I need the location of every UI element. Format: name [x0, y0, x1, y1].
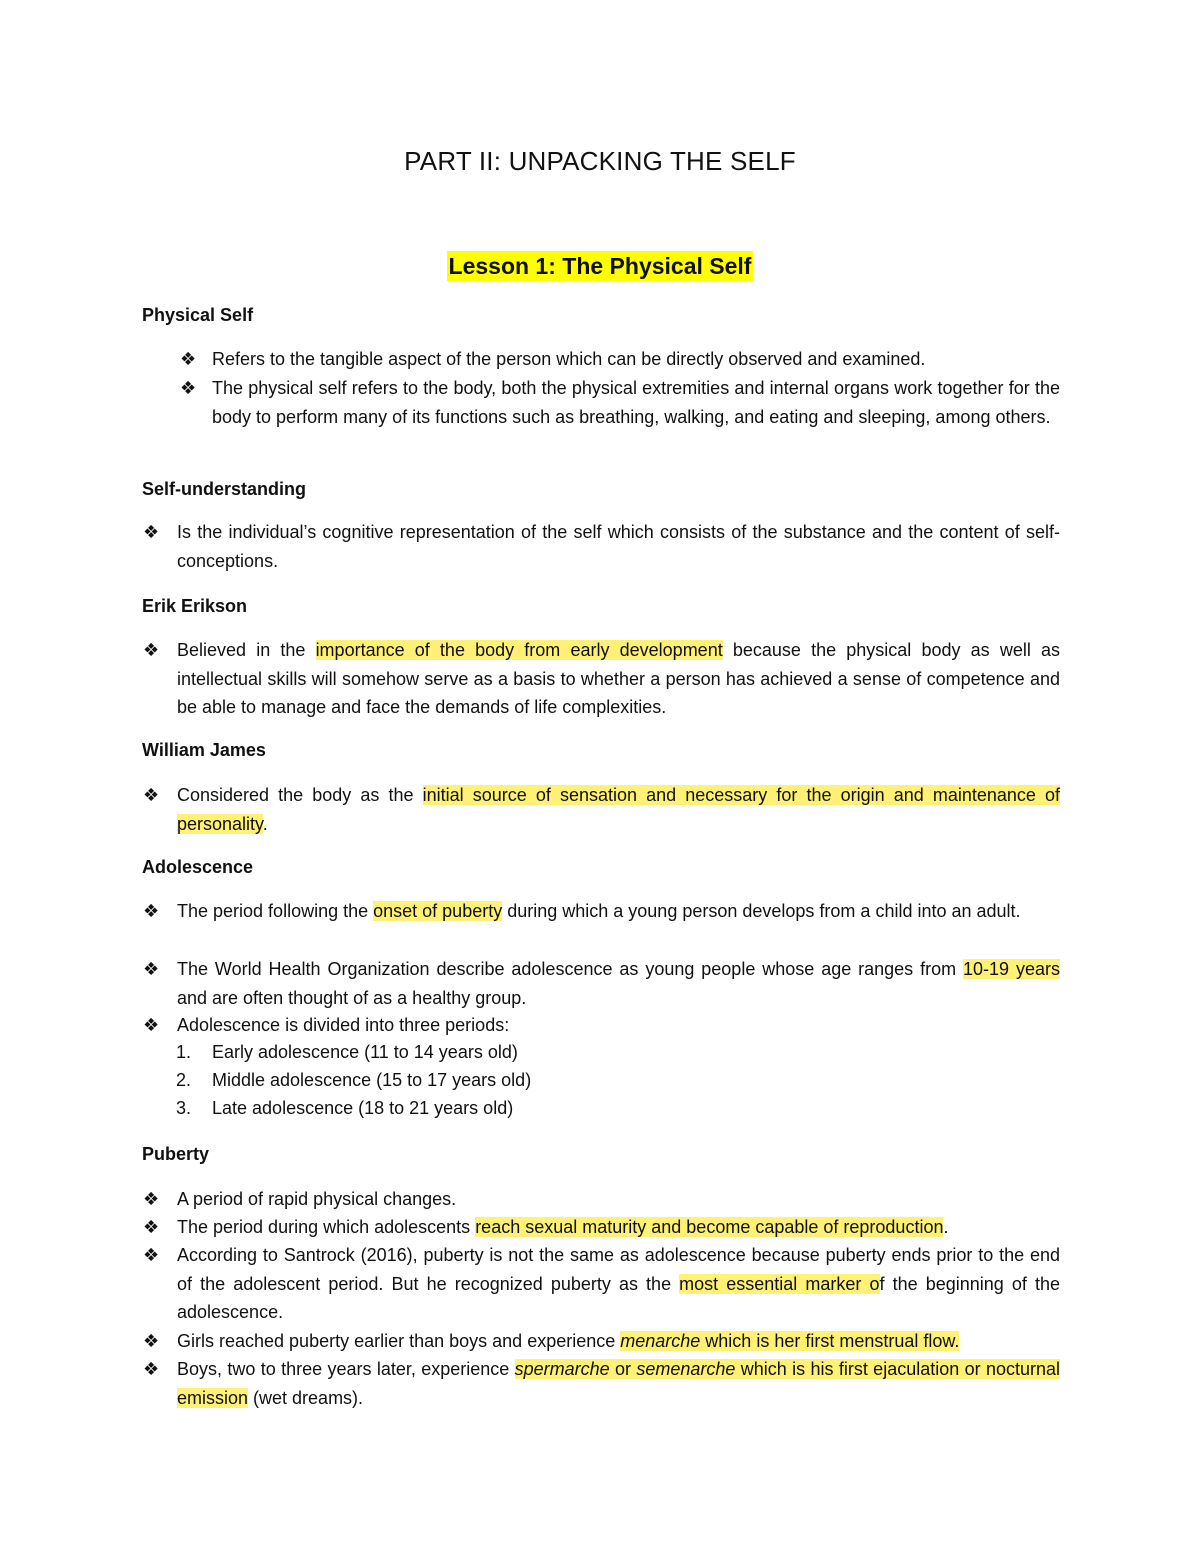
highlighted-text: onset of puberty: [373, 901, 503, 921]
period-item: Middle adolescence (15 to 17 years old): [212, 1070, 532, 1090]
bullet-icon: ❖: [143, 640, 160, 660]
highlighted-text: reach sexual maturity and become capable of reproduction: [475, 1217, 944, 1237]
list-item: Believed in the importance of the body from early development because the physical body as well as intellectual skills will somehow serve as a basis to whether a person has achieved a sense of competence and be able to manage and face the demands of life complexities.: [177, 640, 1060, 717]
bullet-icon: ❖: [143, 522, 160, 542]
section-heading-self-understanding: Self-understanding: [142, 479, 307, 499]
list-item: The World Health Organization describe adolescence as young people whose age ranges from 10-19 years and are often thought of as a healthy group.: [177, 959, 1060, 1008]
list-item: The period during which adolescents reach sexual maturity and become capable of reproduction.: [177, 1217, 949, 1237]
highlighted-text: initial source of sensation and necessary for the origin and maintenance of personality: [177, 785, 1061, 834]
highlighted-text: spermarche or semenarche which is his first ejaculation or nocturnal emission: [177, 1359, 1060, 1408]
list-item: Considered the body as the initial source of sensation and necessary for the origin and maintenance of personality.: [177, 785, 1061, 834]
bullet-icon: ❖: [180, 349, 197, 369]
period-item: Late adolescence (18 to 21 years old): [212, 1098, 514, 1118]
page-title: PART II: UNPACKING THE SELF: [404, 146, 796, 176]
bullet-icon: ❖: [143, 1331, 160, 1351]
list-item: Girls reached puberty earlier than boys and experience menarche which is her first menstrual flow.: [177, 1331, 960, 1351]
list-item: The physical self refers to the body, both the physical extremities and internal organs work together for the body to perform many of its functions such as breathing, walking, and eating and sleeping, among others.: [212, 378, 1060, 427]
list-item: According to Santrock (2016), puberty is not the same as adolescence because puberty ends prior to the end of the adolescent period. But he recognized puberty as the most essential marker of the beginning of the adolescence.: [177, 1245, 1060, 1322]
section-heading-puberty: Puberty: [142, 1144, 210, 1164]
list-item: Adolescence is divided into three periods:: [177, 1015, 510, 1035]
bullet-icon: ❖: [143, 1015, 160, 1035]
bullet-icon: ❖: [143, 1217, 160, 1237]
bullet-icon: ❖: [143, 785, 160, 805]
bullet-icon: ❖: [143, 1245, 160, 1265]
bullet-icon: ❖: [143, 959, 160, 979]
list-item: Refers to the tangible aspect of the person which can be directly observed and examined.: [212, 349, 926, 369]
highlighted-text: most essential marker o: [679, 1273, 880, 1294]
highlighted-text: menarche which is her first menstrual flow.: [620, 1331, 960, 1351]
lesson-heading: Lesson 1: The Physical Self: [448, 253, 752, 279]
section-heading-erikson: Erik Erikson: [142, 596, 248, 616]
bullet-icon: ❖: [143, 901, 160, 921]
bullet-icon: ❖: [143, 1189, 160, 1209]
period-number: 3.: [176, 1098, 192, 1118]
bullet-icon: ❖: [143, 1359, 160, 1379]
highlighted-text: 10-19 years: [963, 959, 1060, 979]
list-item: Is the individual’s cognitive representation of the self which consists of the substance and the content of self-conceptions.: [177, 522, 1060, 571]
section-heading-james: William James: [142, 740, 266, 760]
section-heading-adolescence: Adolescence: [142, 857, 254, 877]
section-heading-physical-self: Physical Self: [142, 305, 254, 325]
period-item: Early adolescence (11 to 14 years old): [212, 1042, 518, 1062]
list-item: The period following the onset of puberty during which a young person develops from a child into an adult.: [177, 901, 1021, 921]
list-item: Boys, two to three years later, experience spermarche or semenarche which is his first ejaculation or nocturnal emission (wet dreams).: [177, 1359, 1060, 1408]
bullet-icon: ❖: [180, 378, 197, 398]
period-number: 2.: [176, 1070, 192, 1090]
list-item: A period of rapid physical changes.: [177, 1189, 457, 1209]
highlighted-text: importance of the body from early development: [315, 640, 723, 660]
period-number: 1.: [176, 1042, 192, 1062]
